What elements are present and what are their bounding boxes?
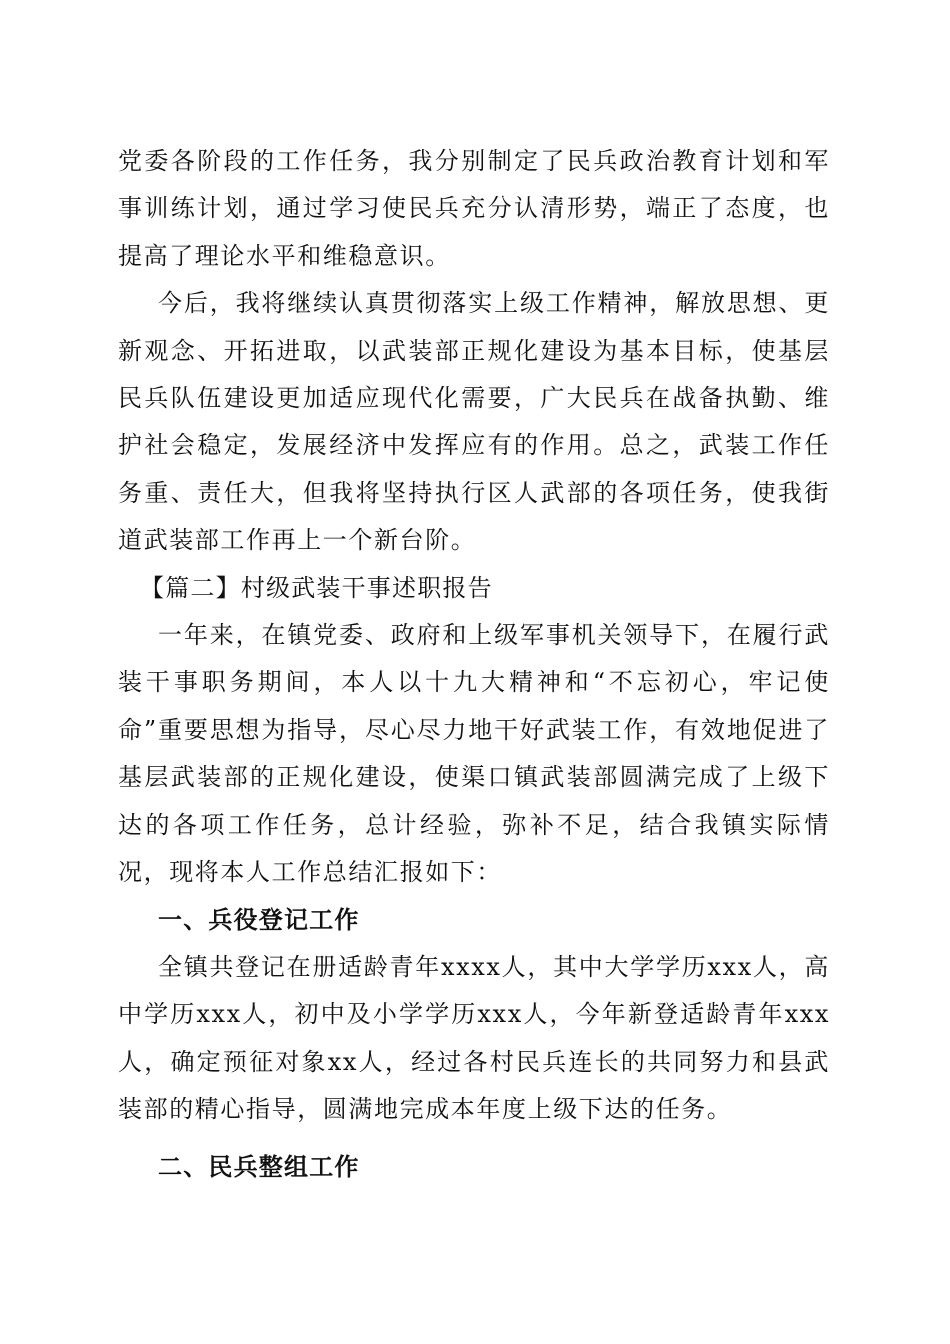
section-title: 【篇二】村级武装干事述职报告 — [140, 573, 493, 602]
heading-military-registration: 一、兵役登记工作 — [158, 905, 360, 934]
paragraph-conclusion: 今后，我将继续认真贯彻落实上级工作精神，解放思想、更新观念、开拓进取，以武装部正规化建设为基本目标，使基层民兵队伍建设更加适应现代化需要，广大民兵在战备执勤、维护社会稳定，发展经济中发挥应有的作用。总之，武装工作任务重、责任大，但我将坚持执行区人武部的各项任务，使我街道武装部工作再上一个新台阶。 — [118, 289, 830, 555]
paragraph-continuation: 党委各阶段的工作任务，我分别制定了民兵政治教育计划和军事训练计划，通过学习使民兵充分认清形势，端正了态度，也提高了理论水平和维稳意识。 — [118, 147, 830, 270]
document-body — [118, 138, 830, 1191]
paragraph-registration: 全镇共登记在册适龄青年xxxx人，其中大学学历xxx人，高中学历xxx人，初中及小学学历xxx人，今年新登适龄青年xxx人，确定预征对象xx人，经过各村民兵连长的共同努力和县武装部的精心指导，圆满地完成本年度上级下达的任务。 — [118, 952, 830, 1124]
paragraph-intro: 一年来，在镇党委、政府和上级军事机关领导下，在履行武装干事职务期间，本人以十九大精神和“不忘初心，牢记使命”重要思想为指导，尽心尽力地干好武装工作，有效地促进了基层武装部的正规化建设，使渠口镇武装部圆满完成了上级下达的各项工作任务，总计经验，弥补不足，结合我镇实际情况，现将本人工作总结汇报如下： — [118, 621, 830, 887]
heading-militia-reorganization: 二、民兵整组工作 — [158, 1152, 360, 1181]
